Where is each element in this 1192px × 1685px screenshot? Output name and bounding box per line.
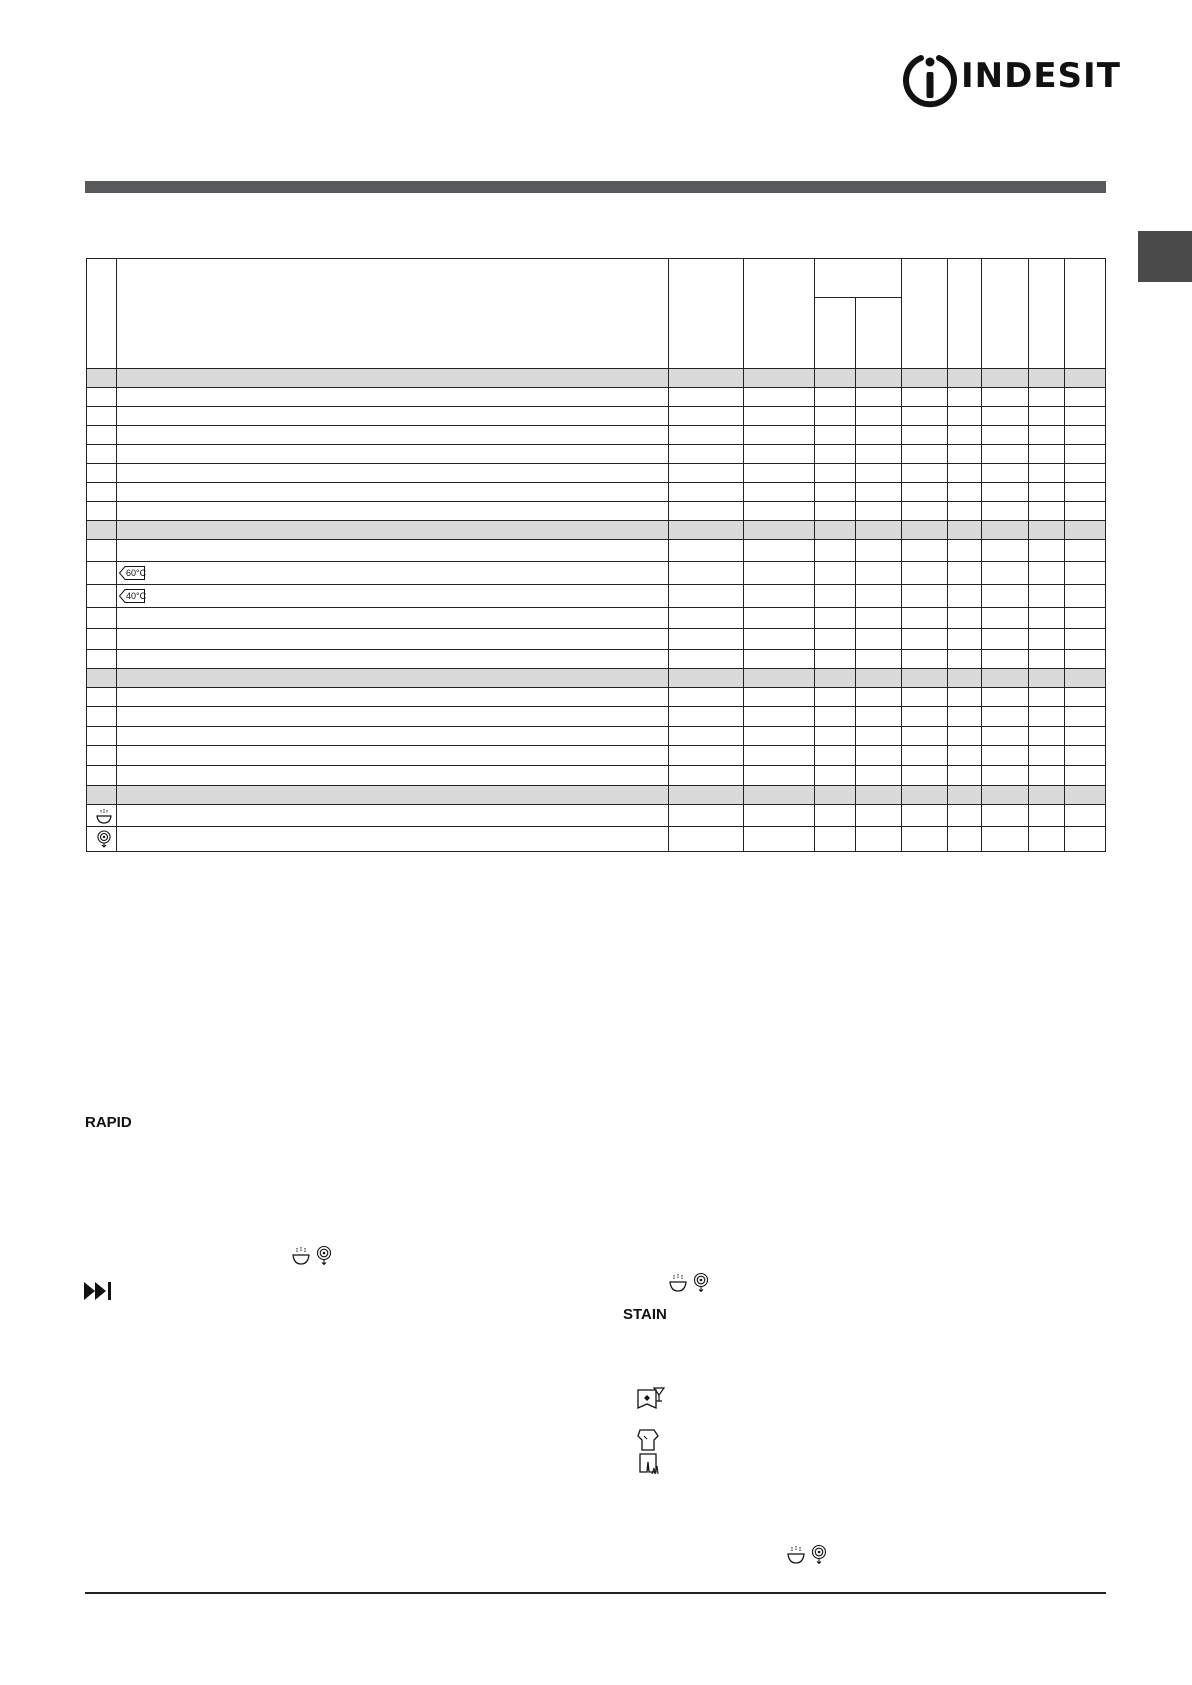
column-divider <box>981 259 982 851</box>
section-header <box>87 369 1105 388</box>
table-row <box>87 540 1105 562</box>
column-divider <box>901 259 902 851</box>
rinse-icon <box>788 1546 804 1563</box>
column-divider <box>1064 259 1065 851</box>
table-row <box>87 766 1105 786</box>
section-header <box>87 669 1105 688</box>
table-row <box>87 827 1105 853</box>
table-row <box>87 805 1105 827</box>
section-header <box>87 786 1105 805</box>
rinse-icon <box>670 1274 686 1291</box>
section-header <box>87 521 1105 540</box>
indesit-logo <box>903 50 1121 108</box>
column-divider <box>1028 259 1029 851</box>
rinse-spin-icons <box>786 1544 832 1566</box>
table-row <box>87 426 1105 445</box>
table-row <box>87 707 1105 727</box>
table-row <box>87 445 1105 464</box>
rinse-spin-icons <box>291 1245 337 1267</box>
temperature-40-label: 40°C <box>126 591 147 601</box>
header-bar <box>85 181 1106 193</box>
drink-stain-icon <box>636 1386 666 1412</box>
rapid-label: RAPID <box>85 1114 132 1131</box>
table-row <box>87 483 1105 502</box>
table-row <box>87 585 1105 608</box>
header-subdivider <box>814 297 901 298</box>
dirt-stain-icon <box>634 1428 664 1476</box>
spin-icon <box>318 1247 331 1265</box>
table-row <box>87 650 1105 669</box>
stain-label: STAIN <box>623 1306 667 1323</box>
table-row <box>87 464 1105 483</box>
rinse-icon <box>293 1247 309 1264</box>
table-row <box>87 502 1105 521</box>
table-row <box>87 746 1105 766</box>
column-divider <box>116 259 117 851</box>
rinse-icon <box>95 807 113 825</box>
temperature-60-badge <box>119 566 145 580</box>
footer-rule <box>85 1592 1106 1594</box>
language-side-tab <box>1138 231 1192 282</box>
table-row <box>87 562 1105 585</box>
programme-table <box>86 258 1106 852</box>
spin-icon <box>695 1274 708 1292</box>
spin-icon <box>95 830 113 848</box>
rinse-spin-icons <box>668 1272 714 1294</box>
column-divider <box>855 297 856 851</box>
table-row <box>87 388 1105 407</box>
column-divider <box>814 259 815 851</box>
spin-icon <box>813 1546 826 1564</box>
column-divider <box>947 259 948 851</box>
brand-name: INDESIT <box>961 56 1121 96</box>
table-row <box>87 629 1105 650</box>
table-row <box>87 727 1105 746</box>
temperature-60-label: 60°C <box>126 568 147 578</box>
table-row <box>87 407 1105 426</box>
column-divider <box>743 259 744 851</box>
temperature-40-badge <box>119 589 145 603</box>
table-row <box>87 688 1105 707</box>
table-row <box>87 608 1105 629</box>
indesit-logo-mark-icon <box>903 50 957 108</box>
column-divider <box>668 259 669 851</box>
table-header <box>87 259 1105 369</box>
skip-forward-icon <box>84 1282 114 1300</box>
